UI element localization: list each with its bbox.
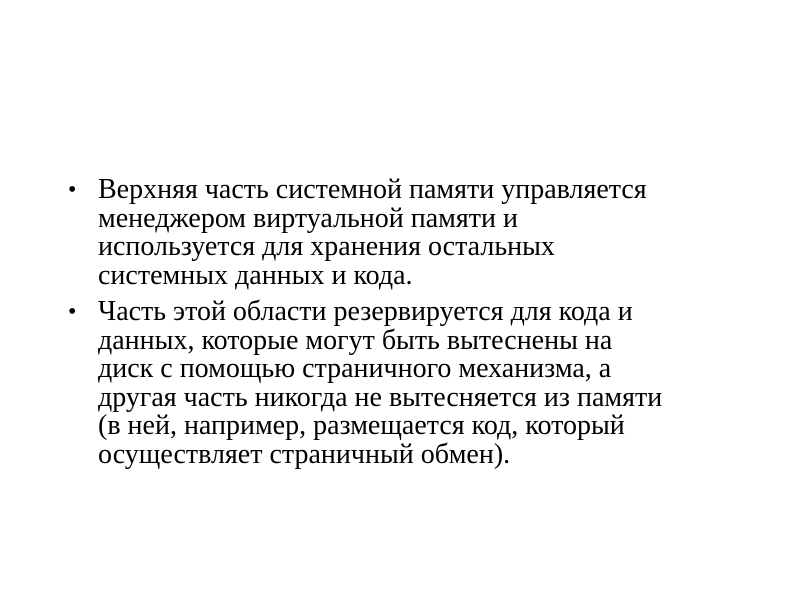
bullet-text-line: (в ней, например, размещается код, который bbox=[98, 410, 625, 441]
slide-body bbox=[62, 176, 742, 477]
bullet-text-line: другая часть никогда не вытесняется из памяти bbox=[98, 381, 663, 413]
bullet-text-line: осуществляет страничный обмен). bbox=[98, 438, 511, 470]
bullet-item bbox=[62, 298, 742, 469]
bullet-text-line: Часть этой области резервируется для кода и bbox=[98, 296, 633, 327]
bullet-text-line: данных, которые могут быть вытеснены на bbox=[98, 324, 613, 356]
bullet-text-line: менеджером виртуальной памяти и bbox=[98, 202, 518, 234]
bullet-text-line: используется для хранения остальных bbox=[98, 231, 555, 262]
bullet-text-line: системных данных и кода. bbox=[98, 259, 413, 291]
bullet-text-line: диск с помощью страничного механизма, а bbox=[98, 353, 612, 384]
bullet-marker-icon: • bbox=[68, 299, 77, 325]
bullet-item bbox=[62, 176, 742, 290]
bullet-marker-icon: • bbox=[68, 177, 77, 203]
bullet-list bbox=[62, 176, 742, 469]
bullet-text-line: Верхняя часть системной памяти управляется bbox=[98, 174, 647, 205]
